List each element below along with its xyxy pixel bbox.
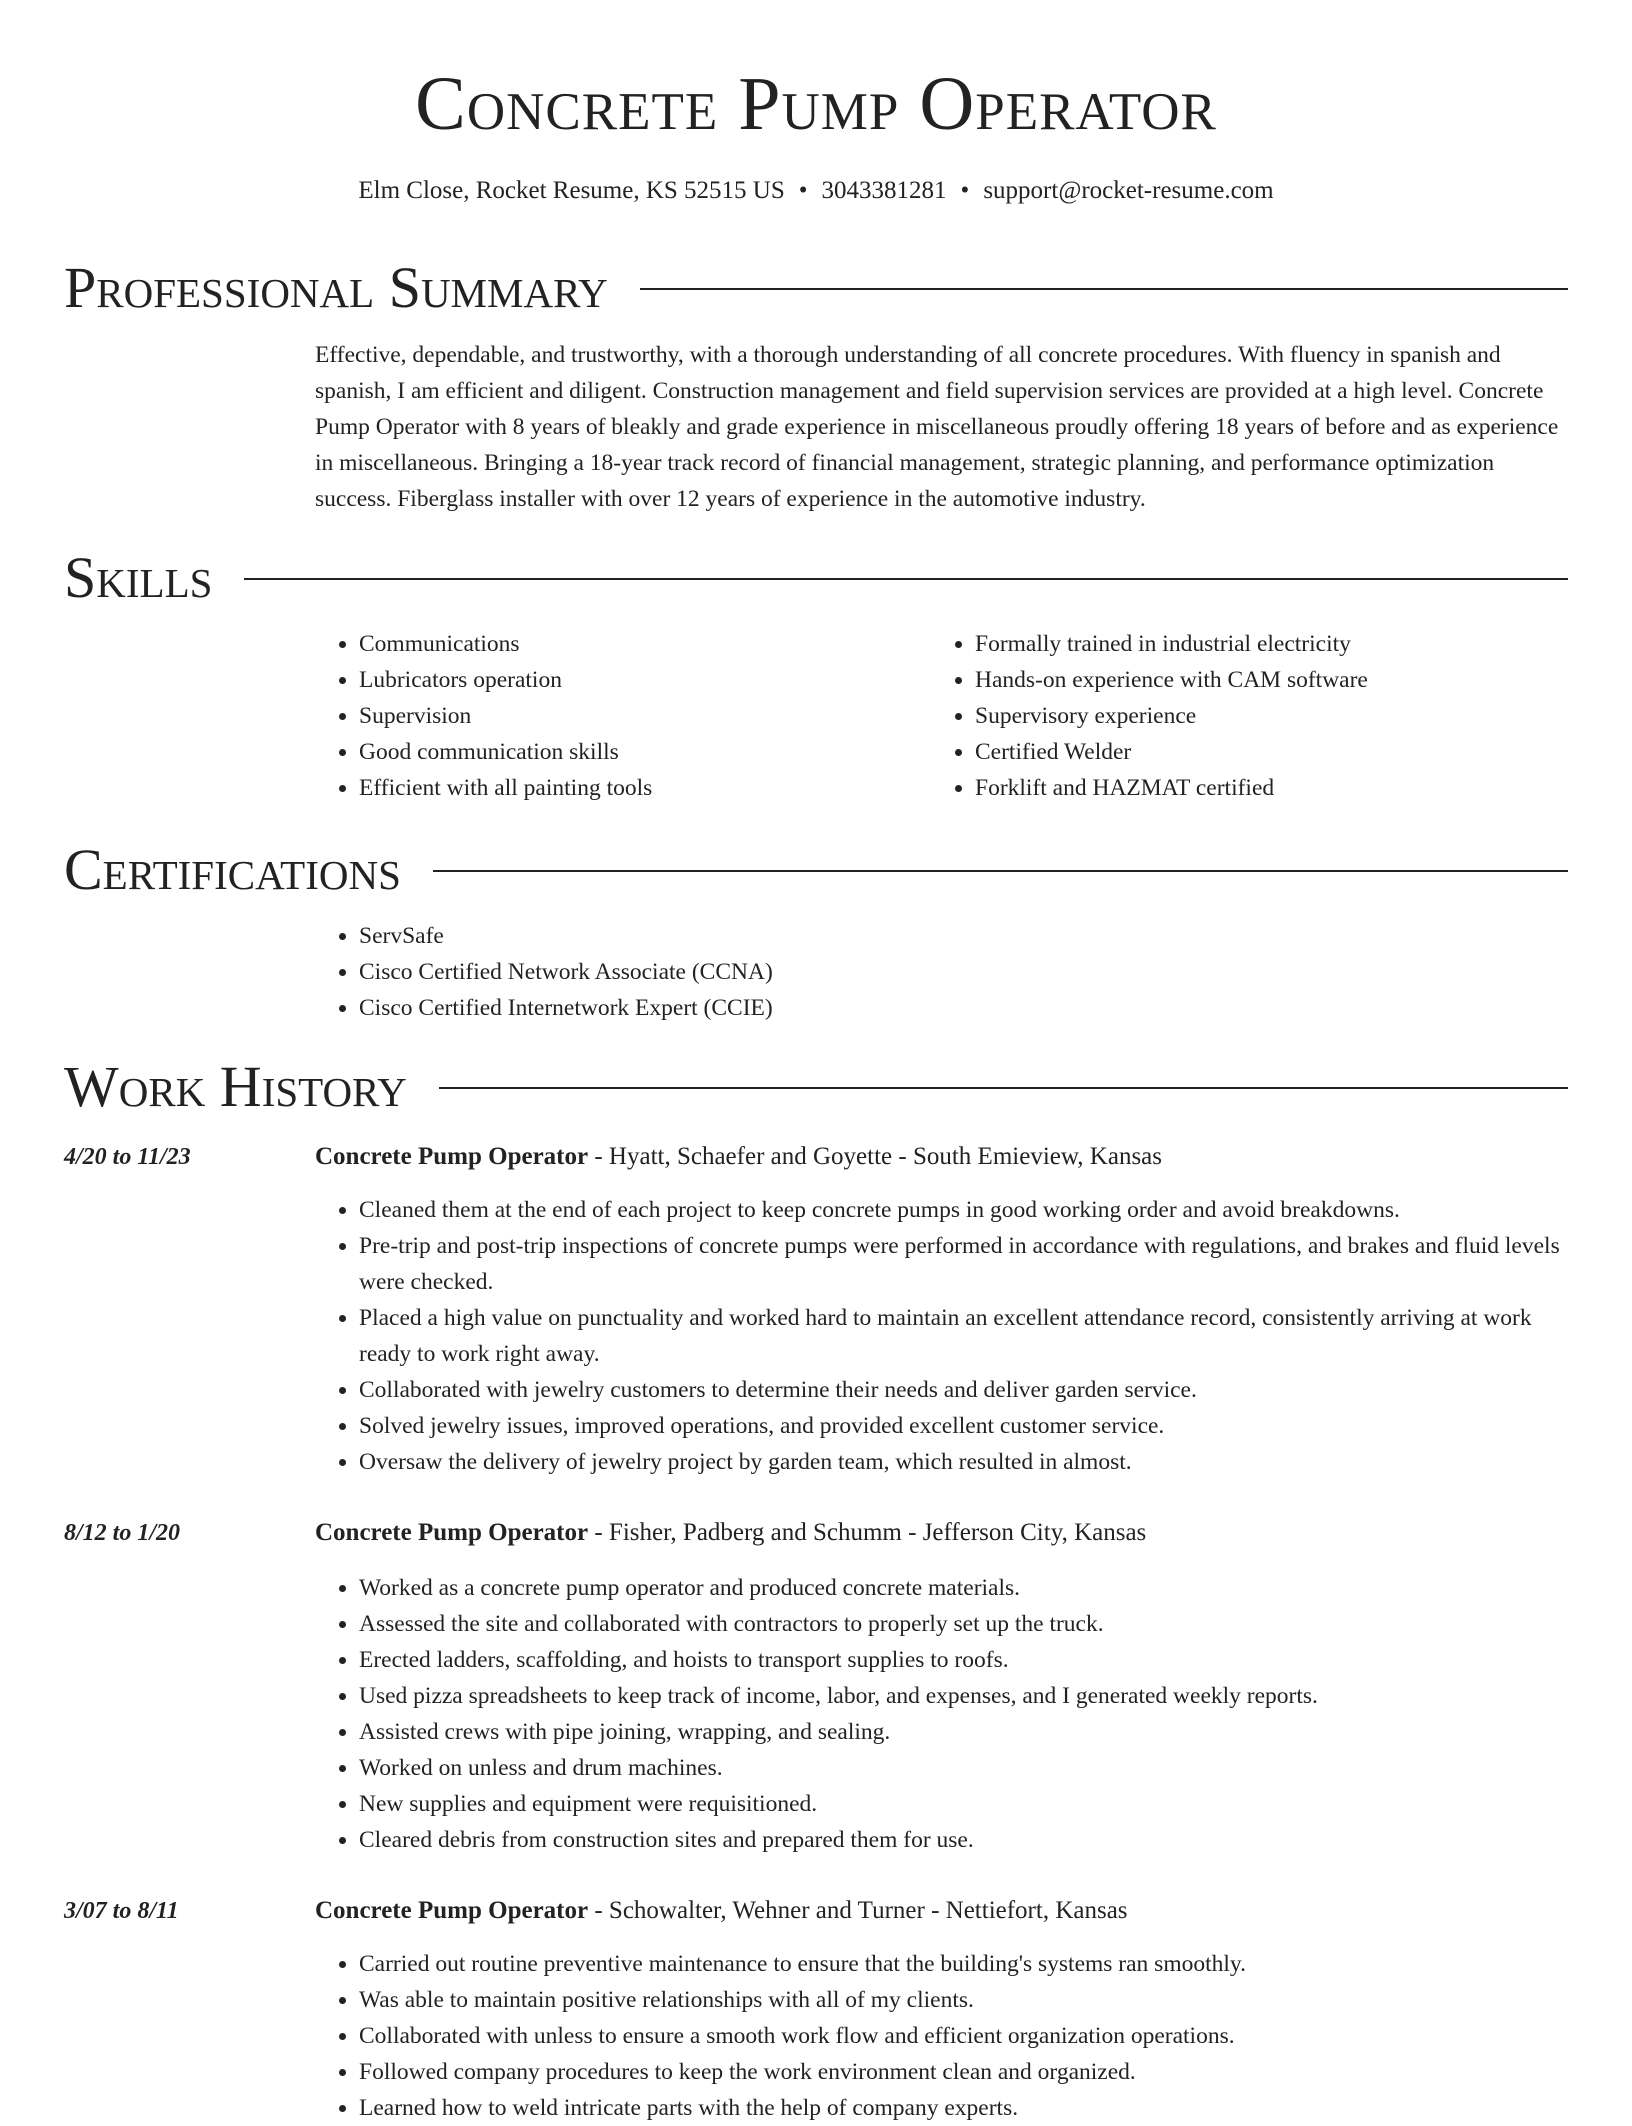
- contact-email: support@rocket-resume.com: [983, 177, 1274, 204]
- job-header: [315, 1139, 1570, 1175]
- contact-line: [0, 174, 1632, 208]
- list-item: • Cleaned them at the end of each project to keep concrete pumps in good working order and avoid breakdowns.: [359, 1192, 1570, 1228]
- list-item: • Supervisory experience: [975, 698, 1541, 734]
- list-item: • Formally trained in industrial electricity: [975, 626, 1541, 662]
- list-item: • Oversaw the delivery of jewelry project by garden team, which resulted in almost.: [359, 1444, 1570, 1480]
- job-duties-block: [315, 1946, 1570, 2126]
- certifications-block: [315, 918, 1570, 1026]
- skills-heading: Skills: [64, 545, 213, 610]
- list-item: • Followed company procedures to keep the work environment clean and organized.: [359, 2054, 1570, 2090]
- list-item: • Assisted crews with pipe joining, wrapping, and sealing.: [359, 1714, 1570, 1750]
- list-item: • New supplies and equipment were requisitioned.: [359, 1786, 1570, 1822]
- list-item: • Placed a high value on punctuality and worked hard to maintain an excellent attendance record, consistently arriving at work ready to work right away.: [359, 1300, 1570, 1372]
- list-item: • Used pizza spreadsheets to keep track of income, labor, and expenses, and I generated weekly reports.: [359, 1678, 1570, 1714]
- section-divider: [244, 578, 1568, 580]
- list-item: • Erected ladders, scaffolding, and hoists to transport supplies to roofs.: [359, 1642, 1570, 1678]
- skills-section-header: [64, 546, 1568, 610]
- list-item: • Assessed the site and collaborated with contractors to properly set up the truck.: [359, 1606, 1570, 1642]
- section-divider: [433, 870, 1568, 872]
- job-title: Concrete Pump Operator: [315, 1897, 589, 1924]
- work-history-section-header: [64, 1055, 1568, 1119]
- list-item: • Collaborated with jewelry customers to determine their needs and deliver garden service.: [359, 1372, 1570, 1408]
- job-dates: 4/20 to 11/23: [64, 1144, 191, 1170]
- list-item: • Worked as a concrete pump operator and produced concrete materials.: [359, 1570, 1570, 1606]
- list-item: • Collaborated with unless to ensure a smooth work flow and efficient organization operations.: [359, 2018, 1570, 2054]
- list-item: • Cisco Certified Internetwork Expert (CCIE): [359, 990, 1570, 1026]
- list-item: • Carried out routine preventive maintenance to ensure that the building's systems ran smoothly.: [359, 1946, 1570, 1982]
- list-item: • Communications: [359, 626, 925, 662]
- job-employer: - Fisher, Padberg and Schumm - Jefferson City, Kansas: [588, 1519, 1147, 1546]
- list-item: • Cleared debris from construction sites and prepared them for use.: [359, 1822, 1570, 1858]
- list-item: • Good communication skills: [359, 734, 925, 770]
- job-title: Concrete Pump Operator: [315, 1143, 589, 1170]
- list-item: • Hands-on experience with CAM software: [975, 662, 1541, 698]
- job-duties-list: [315, 1946, 1570, 2126]
- list-item: • ServSafe: [359, 918, 1570, 954]
- list-item: • Cisco Certified Network Associate (CCNA): [359, 954, 1570, 990]
- skills-column-right: [931, 626, 1541, 806]
- job-dates: 3/07 to 8/11: [64, 1898, 179, 1924]
- summary-heading: Professional Summary: [64, 255, 608, 320]
- skills-list-right: [931, 626, 1541, 806]
- skills-list-left: [315, 626, 925, 806]
- certifications-section-header: [64, 838, 1568, 902]
- job-duties-block: [315, 1192, 1570, 1480]
- job-employer: - Hyatt, Schaefer and Goyette - South Emieview, Kansas: [588, 1143, 1162, 1170]
- list-item: • Efficient with all painting tools: [359, 770, 925, 806]
- certifications-list: [315, 918, 1570, 1026]
- work-history-heading: Work History: [64, 1054, 407, 1119]
- summary-section-header: [64, 256, 1568, 320]
- section-divider: [640, 288, 1568, 290]
- job-header: [315, 1893, 1570, 1929]
- job-title: Concrete Pump Operator: [315, 1519, 589, 1546]
- resume-name: Concrete Pump Operator: [415, 62, 1217, 146]
- list-item: • Solved jewelry issues, improved operations, and provided excellent customer service.: [359, 1408, 1570, 1444]
- contact-phone: 3043381281: [821, 177, 947, 204]
- list-item: • Forklift and HAZMAT certified: [975, 770, 1541, 806]
- certifications-heading: Certifications: [64, 837, 401, 902]
- job-duties-list: [315, 1570, 1570, 1858]
- job-duties-list: [315, 1192, 1570, 1480]
- list-item: • Lubricators operation: [359, 662, 925, 698]
- contact-address: Elm Close, Rocket Resume, KS 52515 US: [358, 177, 785, 204]
- list-item: • Supervision: [359, 698, 925, 734]
- list-item: • Certified Welder: [975, 734, 1541, 770]
- summary-text: Effective, dependable, and trustworthy, with a thorough understanding of all concrete procedures. With fluency in spanish and spanish, I am efficient and diligent. Construction management and field supervision services are provided at a high level. Concrete Pump Operator with 8 years of bleakly and grade experience in miscellaneous proudly offering 18 years of before and as experience in miscellaneous. Bringing a 18-year track record of financial management, strategic planning, and performance optimization success. Fiberglass installer with over 12 years of experience in the automotive industry.: [315, 342, 1559, 512]
- job-dates: 8/12 to 1/20: [64, 1520, 181, 1546]
- contact-separator: •: [798, 177, 808, 204]
- job-employer: - Schowalter, Wehner and Turner - Nettiefort, Kansas: [588, 1897, 1128, 1924]
- job-duties-block: [315, 1570, 1570, 1858]
- job-header: [315, 1515, 1570, 1551]
- list-item: • Learned how to weld intricate parts with the help of company experts.: [359, 2090, 1570, 2126]
- list-item: • Pre-trip and post-trip inspections of concrete pumps were performed in accordance with regulations, and brakes and fluid levels were checked.: [359, 1228, 1570, 1300]
- list-item: • Was able to maintain positive relationships with all of my clients.: [359, 1982, 1570, 2018]
- skills-column-left: [315, 626, 925, 806]
- section-divider: [439, 1087, 1568, 1089]
- contact-separator: •: [960, 177, 970, 204]
- list-item: • Worked on unless and drum machines.: [359, 1750, 1570, 1786]
